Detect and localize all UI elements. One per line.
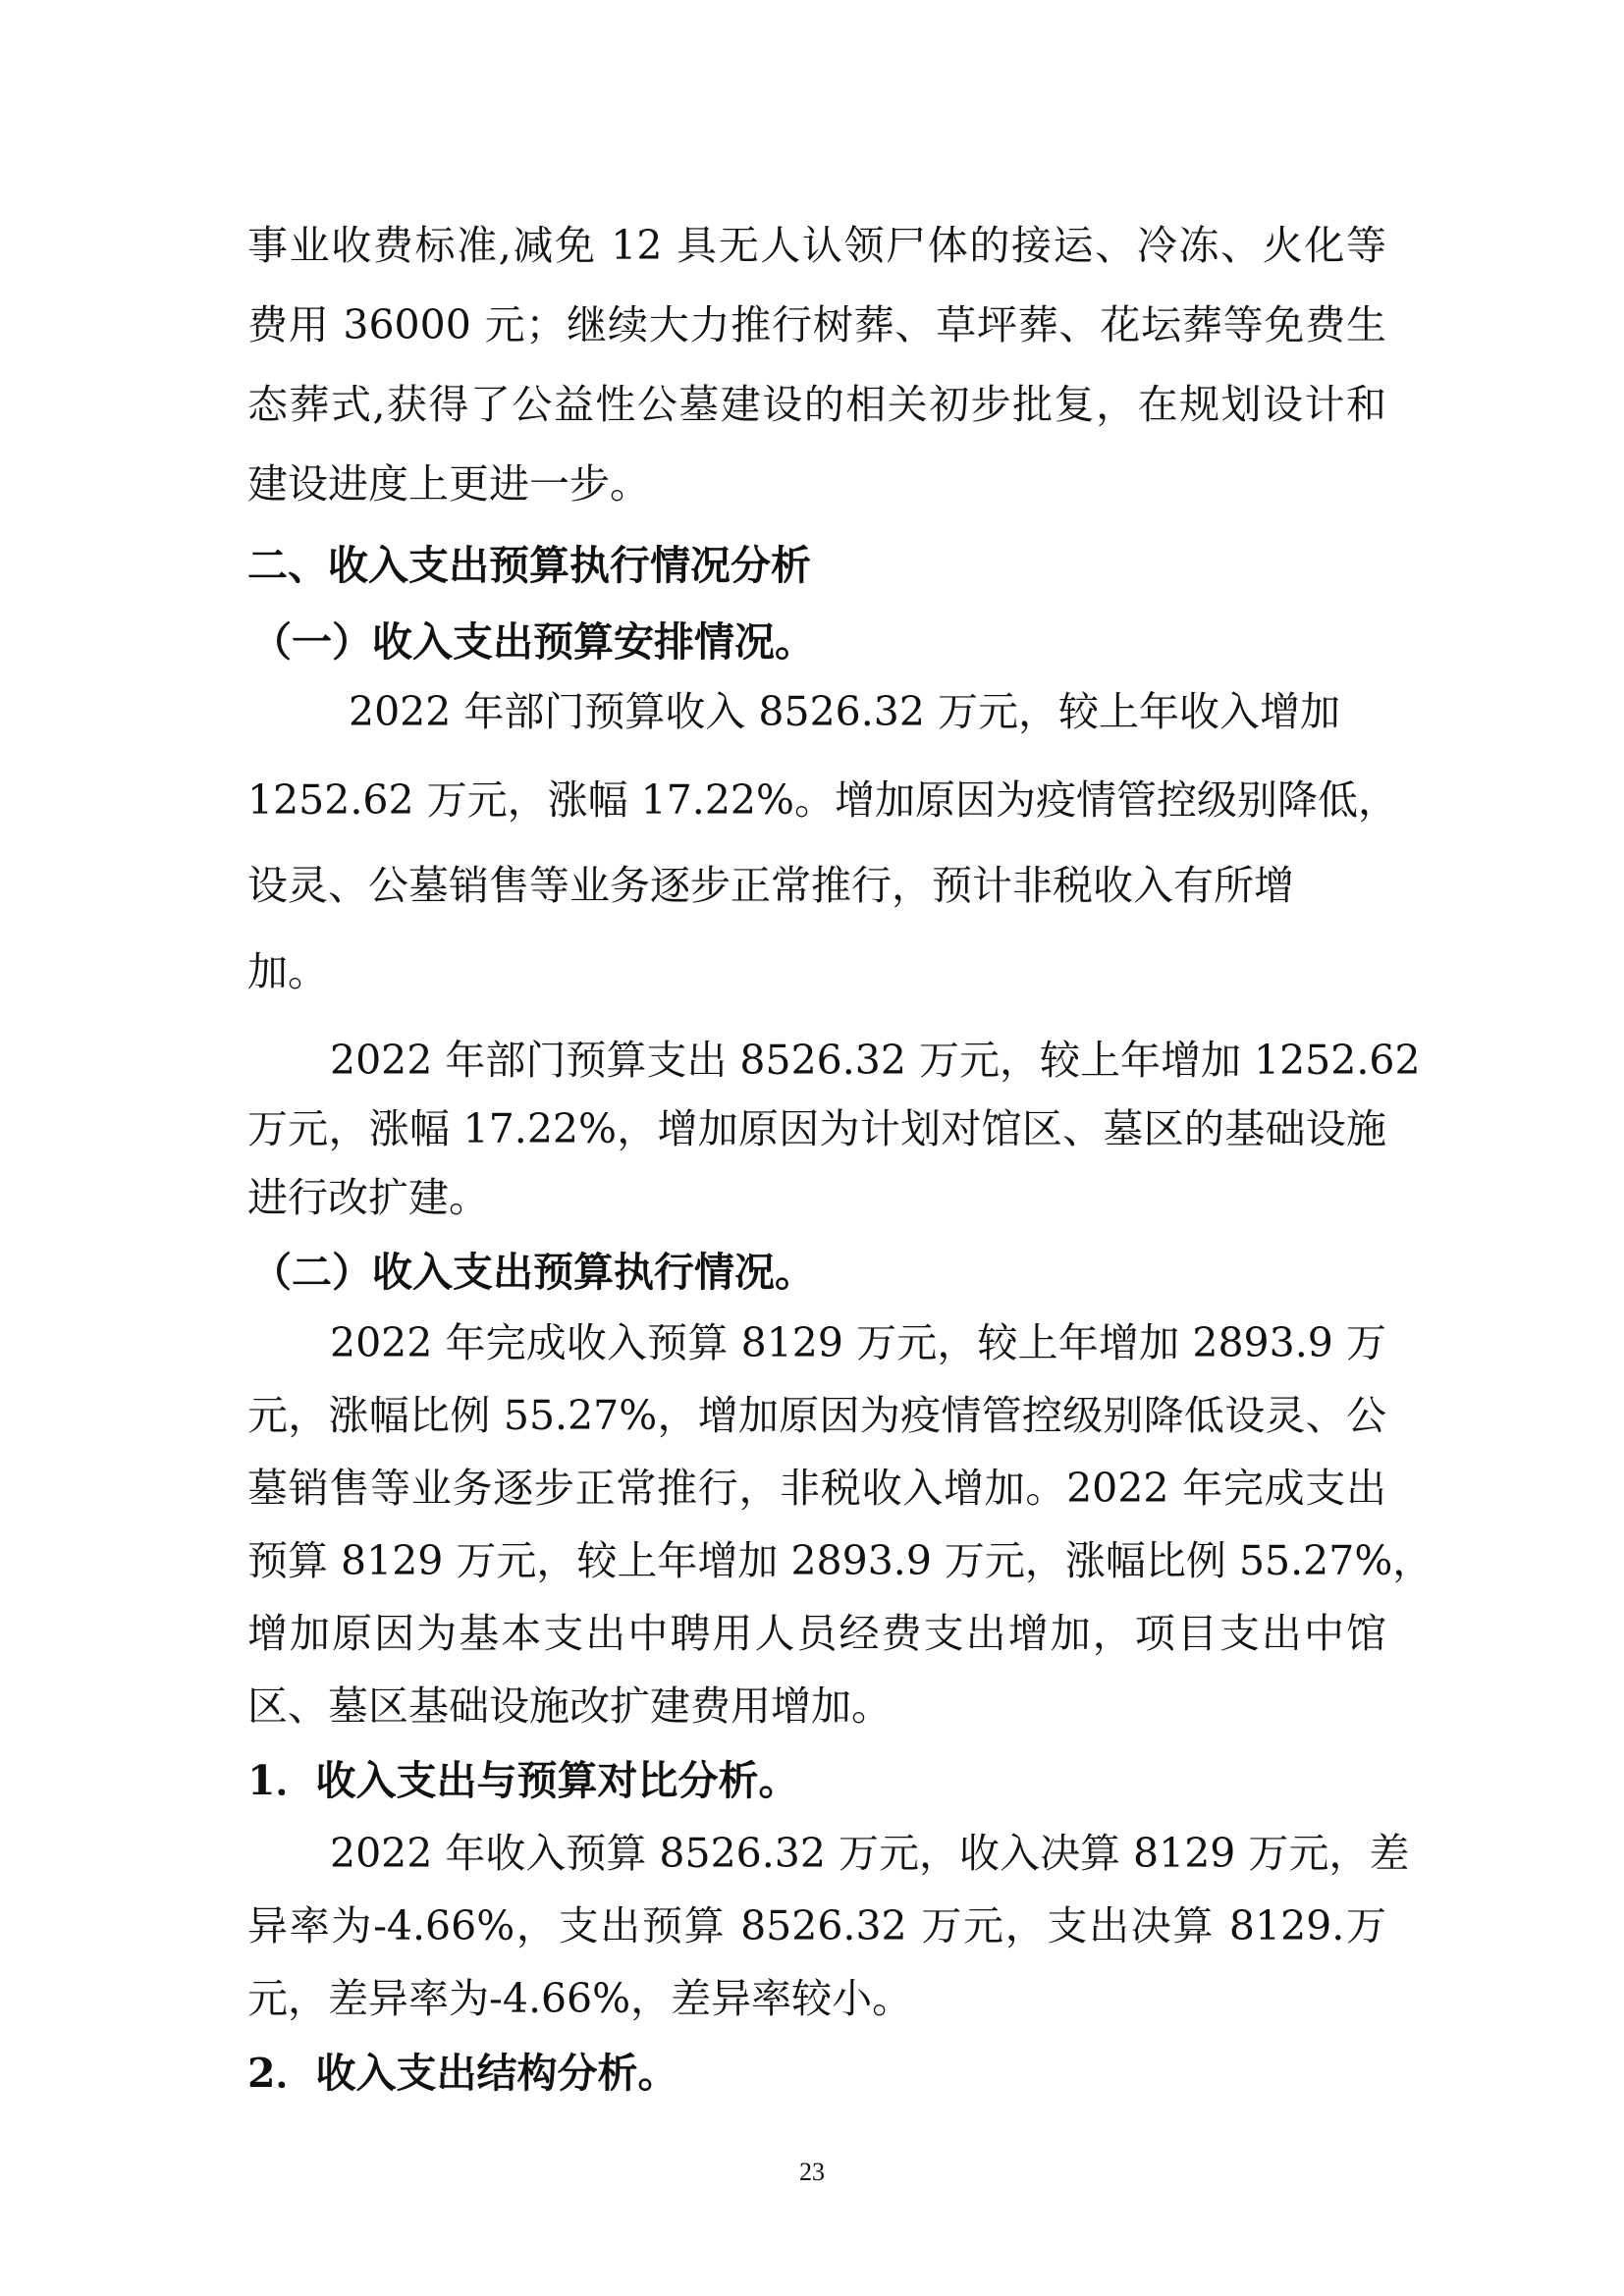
paragraph-line: 态葬式,获得了公益性公墓建设的相关初步批复，在规划设计和 xyxy=(247,381,1386,428)
paragraph-line: 墓销售等业务逐步正常推行，非税收入增加。2022 年完成支出 xyxy=(247,1465,1386,1512)
paragraph-line: 2022 年部门预算支出 8526.32 万元，较上年增加 1252.62 xyxy=(330,1037,1421,1084)
paragraph-line: 2022 年收入预算 8526.32 万元，收入决算 8129 万元，差 xyxy=(330,1830,1410,1877)
paragraph-line: 费用 36000 元；继续大力推行树葬、草坪葬、花坛葬等免费生 xyxy=(247,301,1386,348)
paragraph-line: 1252.62 万元，涨幅 17.22%。增加原因为疫情管控级别降低， xyxy=(247,776,1398,824)
paragraph-line: 预算 8129 万元，较上年增加 2893.9 万元，涨幅比例 55.27%， xyxy=(247,1537,1434,1584)
page-number: 23 xyxy=(799,2158,825,2186)
item-heading: 2．收入支出结构分析。 xyxy=(247,2050,678,2097)
section-heading: 二、收入支出预算执行情况分析 xyxy=(247,542,811,589)
paragraph-line: 万元，涨幅 17.22%，增加原因为计划对馆区、墓区的基础设施 xyxy=(247,1105,1386,1152)
paragraph-line: 2022 年部门预算收入 8526.32 万元，较上年收入增加 xyxy=(349,688,1340,735)
paragraph-line: 设灵、公墓销售等业务逐步正常推行，预计非税收入有所增 xyxy=(247,862,1294,909)
paragraph-line: 元，涨幅比例 55.27%，增加原因为疫情管控级别降低设灵、公 xyxy=(247,1392,1386,1439)
subsection-heading: （一）收入支出预算安排情况。 xyxy=(251,618,815,666)
paragraph-line: 2022 年完成收入预算 8129 万元，较上年增加 2893.9 万 xyxy=(330,1319,1386,1366)
paragraph-line: 建设进度上更进一步。 xyxy=(247,460,650,507)
subsection-heading: （二）收入支出预算执行情况。 xyxy=(251,1249,815,1296)
paragraph-line: 区、墓区基础设施改扩建费用增加。 xyxy=(247,1682,892,1730)
paragraph-line: 元，差异率为-4.66%，差异率较小。 xyxy=(247,1975,913,2022)
paragraph-line: 事业收费标准,减免 12 具无人认领尸体的接运、冷冻、火化等 xyxy=(247,222,1386,269)
paragraph-line: 进行改扩建。 xyxy=(247,1174,489,1221)
paragraph-line: 加。 xyxy=(247,948,328,995)
item-heading: 1．收入支出与预算对比分析。 xyxy=(247,1757,799,1804)
paragraph-line: 异率为-4.66%，支出预算 8526.32 万元，支出决算 8129.万 xyxy=(247,1902,1386,1949)
paragraph-line: 增加原因为基本支出中聘用人员经费支出增加，项目支出中馆 xyxy=(247,1610,1386,1657)
